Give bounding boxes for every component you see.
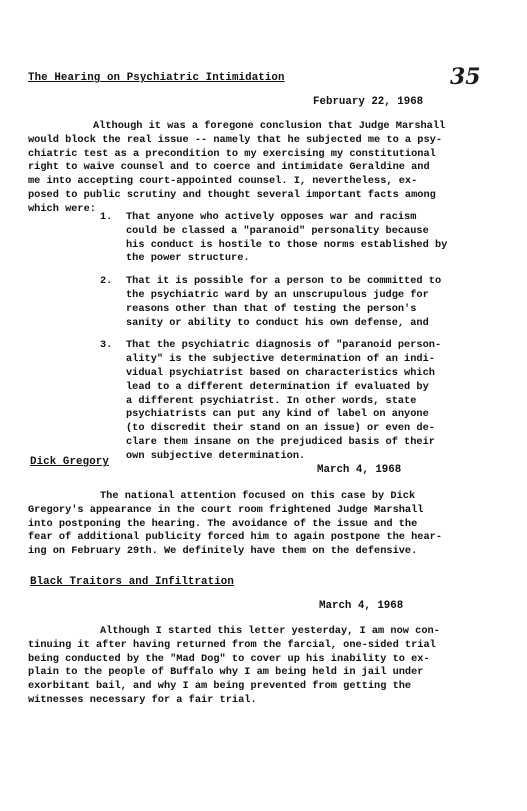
paragraph-black-traitors: Although I started this letter yesterday, I am now con- tinuing it after having returned from the farcial, one-sided trial being conducted by the "Mad Dog" to cover up his inability to ex- plain to the people of Buffalo why I am being held in jail under exorbitant bail, and why I am being prevented from getting the witnesses necessary for a fair trial. (28, 625, 440, 706)
list-item (100, 211, 500, 266)
section-heading-dick-gregory: Dick Gregory (30, 456, 109, 468)
list-item-number: 2. (100, 275, 113, 288)
list-item (100, 275, 500, 330)
paragraph-psychiatric-intimidation: Although it was a foregone conclusion that Judge Marshall would block the real issue -- namely that he subjected me to a psy- chiatric test as a precondition to my exercising my constitutional right to waive counsel and to coerce and intimidate Geraldine and me into accepting court-appointed counsel. I, nevertheless, ex- posed to public scrutiny and thought several important facts among which were: (28, 120, 446, 215)
section-heading-psychiatric-intimidation: The Hearing on Psychiatric Intimidation (28, 72, 285, 84)
list-item-text: That anyone who actively opposes war and racism could be classed a "paranoid" personality because his conduct is hostile to those norms established by the power structure. (126, 211, 448, 265)
list-item-number: 1. (100, 211, 113, 223)
facts-list (100, 211, 500, 473)
list-item-text: That the psychiatric diagnosis of "paranoid person- ality" is the subjective determination of an indi- vidual psychiatrist based on characteristics which lead to a different determination if evaluated by a different psychiatrist. In other words, state psychiatrists can put any kind of label on anyone (to discredit their stand on an issue) or even de- clare them insane on the prejudiced basis of their own subjective determination. (126, 339, 442, 462)
section-heading-black-traitors: Black Traitors and Infiltration (30, 576, 234, 588)
list-item-text: That it is possible for a person to be committed to the psychiatric ward by an unscrupulous judge for reasons other than that of testing the person's sanity or ability to conduct his own defense, and (126, 275, 442, 329)
section-date-feb-22: February 22, 1968 (313, 96, 424, 108)
section-date-mar-4-b: March 4, 1968 (319, 600, 404, 612)
section-date-mar-4-a: March 4, 1968 (317, 464, 402, 476)
list-item (100, 339, 500, 463)
paragraph-dick-gregory: The national attention focused on this case by Dick Gregory's appearance in the court room frightened Judge Marshall into postponing the hearing. The avoidance of the issue and the fear of additional publicity forced him to again postpone the hear- ing on February 29th. We definitely have them on the defensive. (28, 490, 443, 558)
list-item-number: 3. (100, 339, 113, 352)
page-number: 35 (450, 64, 481, 90)
